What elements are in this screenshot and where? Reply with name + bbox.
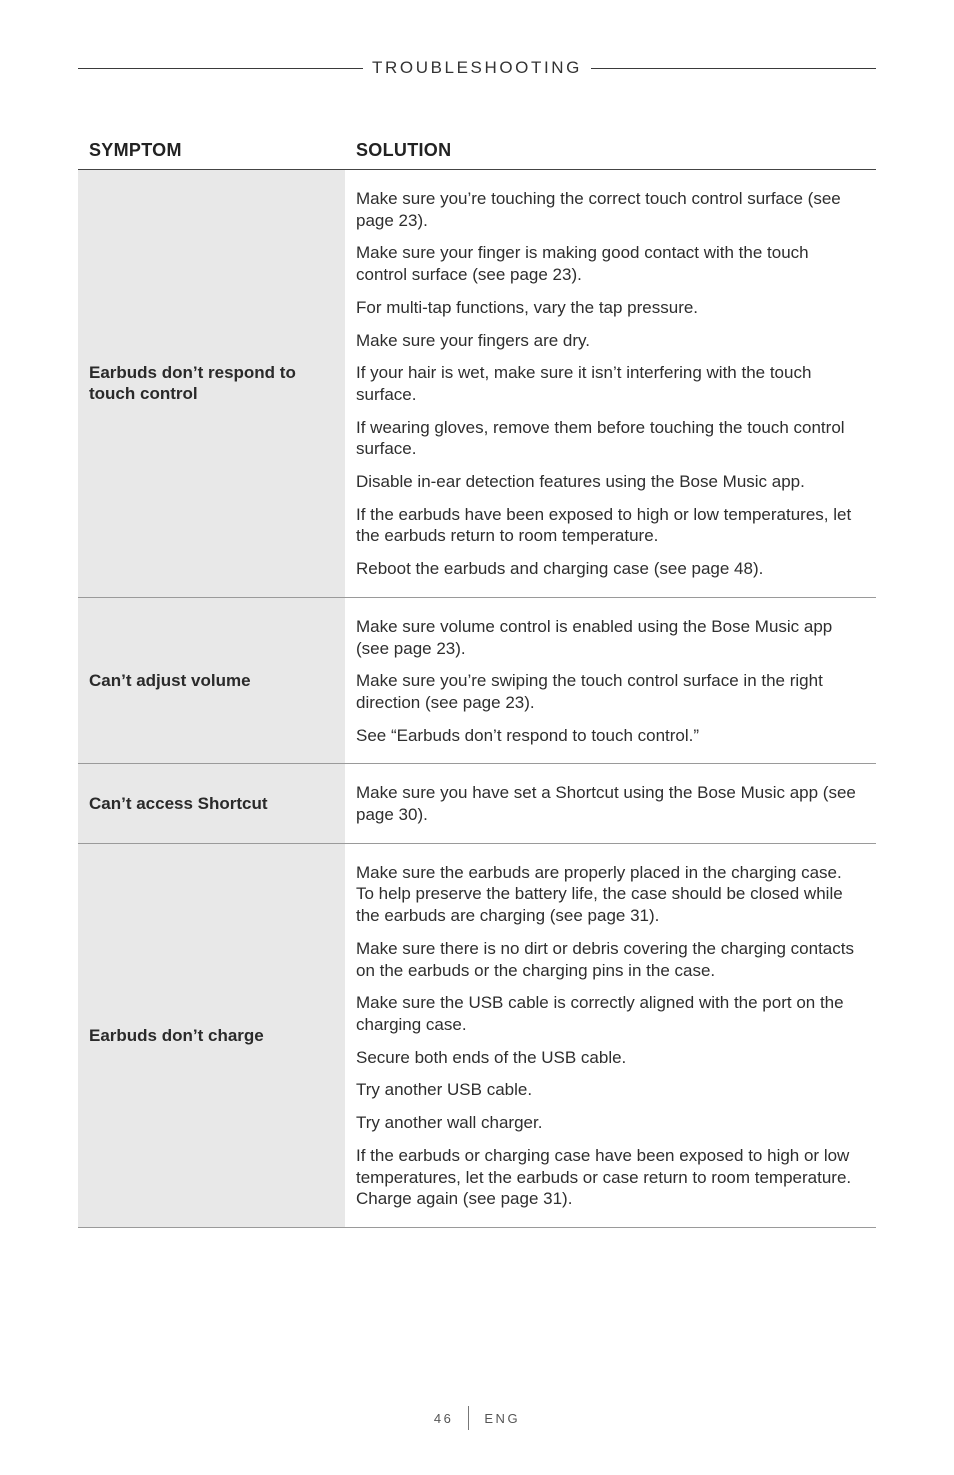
table-row [78,764,876,843]
solution-item: Secure both ends of the USB cable. [356,1047,627,1067]
header-rule-left [78,68,363,69]
solution-item: For multi-tap functions, vary the tap pressure. [356,297,699,317]
table-row [78,170,876,598]
solution-item: Make sure there is no dirt or debris covering the charging contacts on the earbuds or the charging pins in the case. [356,938,854,980]
table-row [78,844,876,1228]
solution-item: Make sure your finger is making good contact with the touch control surface (see page 23). [356,243,809,285]
solution-item: Make sure the earbuds are properly placed in the charging case. To help preserve the battery life, the case should be closed while the earbuds are charging (see page 31). [356,862,843,926]
solution-item: Disable in-ear detection features using the Bose Music app. [356,472,805,492]
table-header-row [78,140,876,170]
solution-item: If the earbuds or charging case have been exposed to high or low temperatures, let the earbuds or case return to room temperature. Charge again (see page 31). [356,1145,852,1209]
solution-item: See “Earbuds don’t respond to touch control.” [356,725,700,745]
solution-cell [345,170,876,597]
solution-cell [345,598,876,764]
solution-item: If your hair is wet, make sure it isn’t interfering with the touch surface. [356,363,812,404]
solution-item: Reboot the earbuds and charging case (see page 48). [356,559,764,579]
solution-item: If the earbuds have been exposed to high or low temperatures, let the earbuds return to room temperature. [356,504,852,546]
solution-item: Make sure you have set a Shortcut using the Bose Music app (see page 30). [356,783,856,825]
page-number: 46 [433,1410,454,1426]
solution-item: Make sure the USB cable is correctly aligned with the port on the charging case. [356,993,844,1034]
header-rule-right [591,68,876,69]
section-header [78,57,876,79]
page-footer [0,1405,954,1431]
solution-item: Make sure volume control is enabled using the Bose Music app (see page 23). [356,616,833,658]
language-code: ENG [484,1410,521,1426]
symptom-cell: Can’t adjust volume [78,598,345,764]
solution-item: Make sure you’re swiping the touch control surface in the right direction (see page 23). [356,671,823,712]
column-header-symptom: SYMPTOM [89,140,182,160]
solution-item: If wearing gloves, remove them before touching the touch control surface. [356,417,845,459]
solution-item: Try another wall charger. [356,1113,543,1133]
footer-divider [468,1406,469,1430]
solution-cell [345,844,876,1227]
symptom-cell: Earbuds don’t charge [78,844,345,1227]
section-title: TROUBLESHOOTING [372,58,582,77]
symptom-cell: Earbuds don’t respond to touch control [78,170,345,597]
solution-item: Make sure your fingers are dry. [356,330,590,350]
solution-cell [345,764,876,842]
table-row [78,598,876,765]
column-header-solution: SOLUTION [356,140,452,160]
troubleshooting-table [78,140,876,1228]
solution-item: Try another USB cable. [356,1080,533,1100]
solution-item: Make sure you’re touching the correct touch control surface (see page 23). [356,189,841,230]
symptom-cell: Can’t access Shortcut [78,764,345,842]
